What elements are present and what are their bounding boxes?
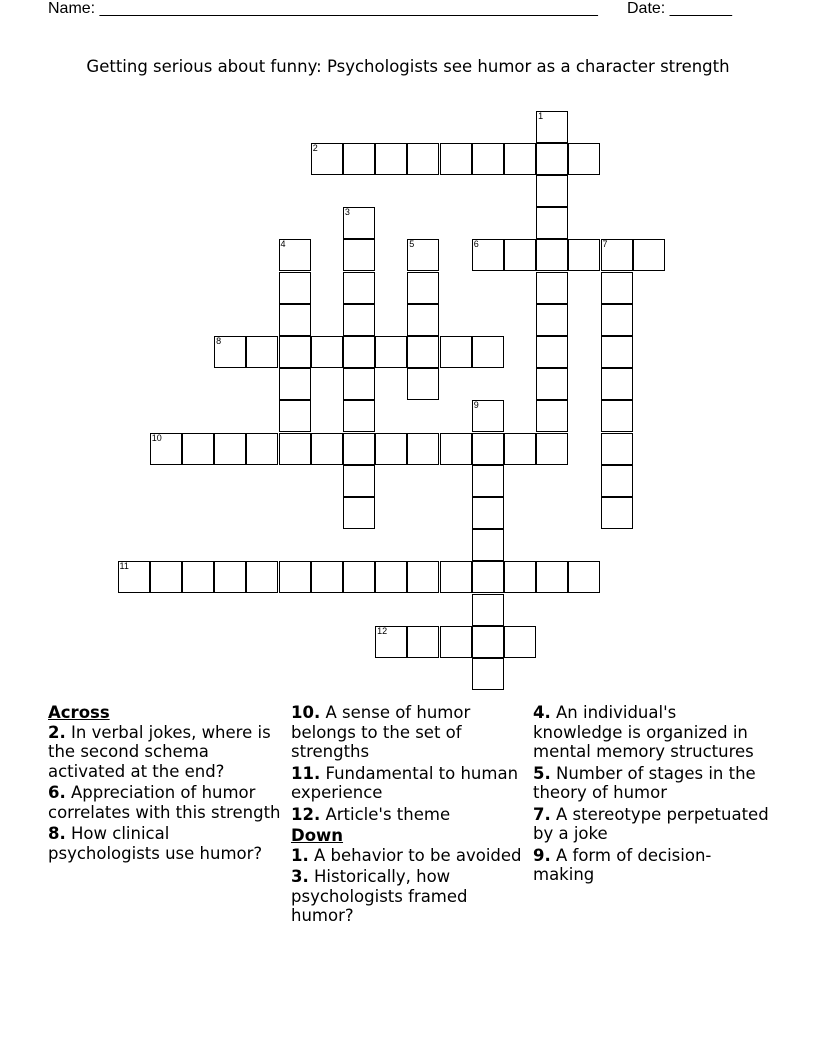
clue-item xyxy=(533,805,769,844)
crossword-cell[interactable] xyxy=(472,336,504,368)
crossword-cell[interactable] xyxy=(343,400,375,432)
crossword-cell[interactable] xyxy=(472,465,504,497)
clue-section-heading: Across xyxy=(48,703,110,722)
crossword-cell[interactable] xyxy=(472,239,504,271)
crossword-cell[interactable] xyxy=(601,400,633,432)
crossword-cell[interactable] xyxy=(472,561,504,593)
crossword-cell[interactable] xyxy=(536,561,568,593)
crossword-cell[interactable] xyxy=(279,368,311,400)
clue-text: Historically, how psychologists framed humor? xyxy=(291,867,468,925)
crossword-cell[interactable] xyxy=(601,336,633,368)
crossword-cell[interactable] xyxy=(407,433,439,465)
clue-item xyxy=(291,867,527,926)
clue-number: 9. xyxy=(533,845,551,865)
clue-text: A behavior to be avoided xyxy=(314,845,522,865)
crossword-cell[interactable] xyxy=(375,561,407,593)
crossword-cell[interactable] xyxy=(472,626,504,658)
clue-number-label: 9 xyxy=(473,400,479,411)
crossword-cell[interactable] xyxy=(375,336,407,368)
crossword-cell[interactable] xyxy=(246,433,278,465)
crossword-cell[interactable] xyxy=(311,433,343,465)
clue-item xyxy=(291,764,527,803)
clue-number: 5. xyxy=(533,763,551,783)
crossword-cell[interactable] xyxy=(343,239,375,271)
crossword-cell[interactable] xyxy=(343,433,375,465)
clue-column-3 xyxy=(533,703,769,887)
crossword-cell[interactable] xyxy=(343,497,375,529)
clue-text: A sense of humor belongs to the set of strengths xyxy=(291,703,471,761)
crossword-cell[interactable] xyxy=(601,497,633,529)
crossword-cell[interactable] xyxy=(601,433,633,465)
crossword-cell[interactable] xyxy=(343,304,375,336)
crossword-cell[interactable] xyxy=(279,400,311,432)
clue-number-label: 7 xyxy=(602,239,608,250)
name-field-label: Name: ________________________________________________________ xyxy=(48,0,598,17)
crossword-cell[interactable] xyxy=(536,304,568,336)
clue-item xyxy=(533,846,769,885)
crossword-cell[interactable] xyxy=(279,336,311,368)
clue-number: 4. xyxy=(533,703,551,722)
clue-number: 3. xyxy=(291,867,309,886)
crossword-cell[interactable] xyxy=(440,336,472,368)
crossword-cell[interactable] xyxy=(214,433,246,465)
clue-number: 6. xyxy=(48,783,66,802)
crossword-cell[interactable] xyxy=(279,433,311,465)
crossword-cell[interactable] xyxy=(472,529,504,561)
crossword-cell[interactable] xyxy=(504,561,536,593)
clue-text: In verbal jokes, where is the second schema activated at the end? xyxy=(48,722,271,781)
crossword-cell[interactable] xyxy=(343,336,375,368)
page-title: Getting serious about funny: Psychologists see humor as a character strength xyxy=(86,57,730,76)
crossword-cell[interactable] xyxy=(536,207,568,239)
crossword-cell[interactable] xyxy=(343,561,375,593)
crossword-cell[interactable] xyxy=(343,143,375,175)
crossword-cell[interactable] xyxy=(601,368,633,400)
clue-number: 11. xyxy=(291,763,321,783)
crossword-cell[interactable] xyxy=(214,336,246,368)
crossword-cell[interactable] xyxy=(568,239,600,271)
date-field-label: Date: _______ xyxy=(627,0,732,17)
crossword-cell[interactable] xyxy=(536,175,568,207)
crossword-cell[interactable] xyxy=(472,497,504,529)
crossword-cell[interactable] xyxy=(536,336,568,368)
clue-number-label: 4 xyxy=(280,239,286,250)
crossword-cell[interactable] xyxy=(601,304,633,336)
clue-item xyxy=(291,805,527,825)
crossword-cell[interactable] xyxy=(601,272,633,304)
crossword-cell[interactable] xyxy=(504,239,536,271)
crossword-cell[interactable] xyxy=(407,272,439,304)
crossword-cell[interactable] xyxy=(279,561,311,593)
crossword-cell[interactable] xyxy=(279,272,311,304)
crossword-cell[interactable] xyxy=(150,561,182,593)
clue-number: 8. xyxy=(48,824,66,843)
clue-text: How clinical psychologists use humor? xyxy=(48,824,263,863)
clue-text: An individual's knowledge is organized in mental memory structures xyxy=(533,703,754,761)
crossword-cell[interactable] xyxy=(440,626,472,658)
crossword-cell[interactable] xyxy=(246,561,278,593)
clue-text: A stereotype perpetuated by a joke xyxy=(533,804,769,843)
crossword-cell[interactable] xyxy=(182,433,214,465)
crossword-cell[interactable] xyxy=(504,143,536,175)
crossword-cell[interactable] xyxy=(311,561,343,593)
clue-number: 1. xyxy=(291,845,309,865)
crossword-cell[interactable] xyxy=(118,561,150,593)
clue-column-1 xyxy=(48,703,284,865)
clue-number: 10. xyxy=(291,703,321,722)
clue-item xyxy=(48,723,284,782)
crossword-cell[interactable] xyxy=(536,111,568,143)
clue-text: Fundamental to human experience xyxy=(291,763,519,802)
crossword-cell[interactable] xyxy=(407,304,439,336)
crossword-cell[interactable] xyxy=(407,561,439,593)
crossword-cell[interactable] xyxy=(343,207,375,239)
crossword-cell[interactable] xyxy=(343,368,375,400)
crossword-cell[interactable] xyxy=(214,561,246,593)
crossword-cell[interactable] xyxy=(375,433,407,465)
clue-section-heading: Down xyxy=(291,826,344,845)
clue-number-label: 12 xyxy=(377,625,388,636)
crossword-cell[interactable] xyxy=(568,561,600,593)
clue-number: 7. xyxy=(533,804,551,824)
clue-number-label: 10 xyxy=(151,432,162,443)
crossword-cell[interactable] xyxy=(343,465,375,497)
crossword-cell[interactable] xyxy=(440,433,472,465)
crossword-cell[interactable] xyxy=(407,239,439,271)
clue-number-label: 3 xyxy=(344,207,350,218)
crossword-cell[interactable] xyxy=(440,561,472,593)
crossword-cell[interactable] xyxy=(536,272,568,304)
crossword-cell[interactable] xyxy=(601,465,633,497)
crossword-cell[interactable] xyxy=(504,433,536,465)
clue-text: Appreciation of humor correlates with this strength xyxy=(48,783,281,822)
crossword-cell[interactable] xyxy=(150,433,182,465)
clue-number-label: 8 xyxy=(216,335,222,346)
crossword-cell[interactable] xyxy=(633,239,665,271)
crossword-cell[interactable] xyxy=(279,239,311,271)
clue-number-label: 2 xyxy=(312,142,318,153)
crossword-cell[interactable] xyxy=(279,304,311,336)
clue-item xyxy=(291,703,527,762)
crossword-cell[interactable] xyxy=(472,433,504,465)
crossword-cell[interactable] xyxy=(407,143,439,175)
clue-number: 2. xyxy=(48,722,66,742)
clue-item xyxy=(533,703,769,762)
crossword-cell[interactable] xyxy=(536,433,568,465)
crossword-cell[interactable] xyxy=(311,336,343,368)
crossword-cell[interactable] xyxy=(472,143,504,175)
crossword-cell[interactable] xyxy=(536,239,568,271)
crossword-cell[interactable] xyxy=(343,272,375,304)
crossword-cell[interactable] xyxy=(407,368,439,400)
crossword-cell[interactable] xyxy=(375,143,407,175)
crossword-cell[interactable] xyxy=(472,400,504,432)
crossword-cell[interactable] xyxy=(407,626,439,658)
crossword-cell[interactable] xyxy=(601,239,633,271)
clue-number-label: 6 xyxy=(473,239,479,250)
crossword-cell[interactable] xyxy=(472,658,504,690)
crossword-cell[interactable] xyxy=(246,336,278,368)
crossword-cell[interactable] xyxy=(440,143,472,175)
clue-column-2 xyxy=(291,703,527,928)
clue-text: A form of decision-making xyxy=(533,845,712,884)
crossword-cell[interactable] xyxy=(407,336,439,368)
clue-number-label: 5 xyxy=(409,239,415,250)
clue-number: 12. xyxy=(291,804,321,824)
crossword-cell[interactable] xyxy=(536,368,568,400)
crossword-cell[interactable] xyxy=(375,626,407,658)
clue-item xyxy=(533,764,769,803)
clue-item xyxy=(48,783,284,822)
clue-text: Article's theme xyxy=(325,804,451,824)
clue-number-label: 11 xyxy=(119,561,129,572)
crossword-cell[interactable] xyxy=(311,143,343,175)
clue-text: Number of stages in the theory of humor xyxy=(533,763,756,802)
crossword-cell[interactable] xyxy=(504,626,536,658)
crossword-cell[interactable] xyxy=(536,143,568,175)
clue-number-label: 1 xyxy=(538,110,544,121)
crossword-cell[interactable] xyxy=(568,143,600,175)
crossword-cell[interactable] xyxy=(472,594,504,626)
clue-item xyxy=(291,846,527,866)
crossword-cell[interactable] xyxy=(536,400,568,432)
clue-item xyxy=(48,824,284,863)
crossword-cell[interactable] xyxy=(182,561,214,593)
